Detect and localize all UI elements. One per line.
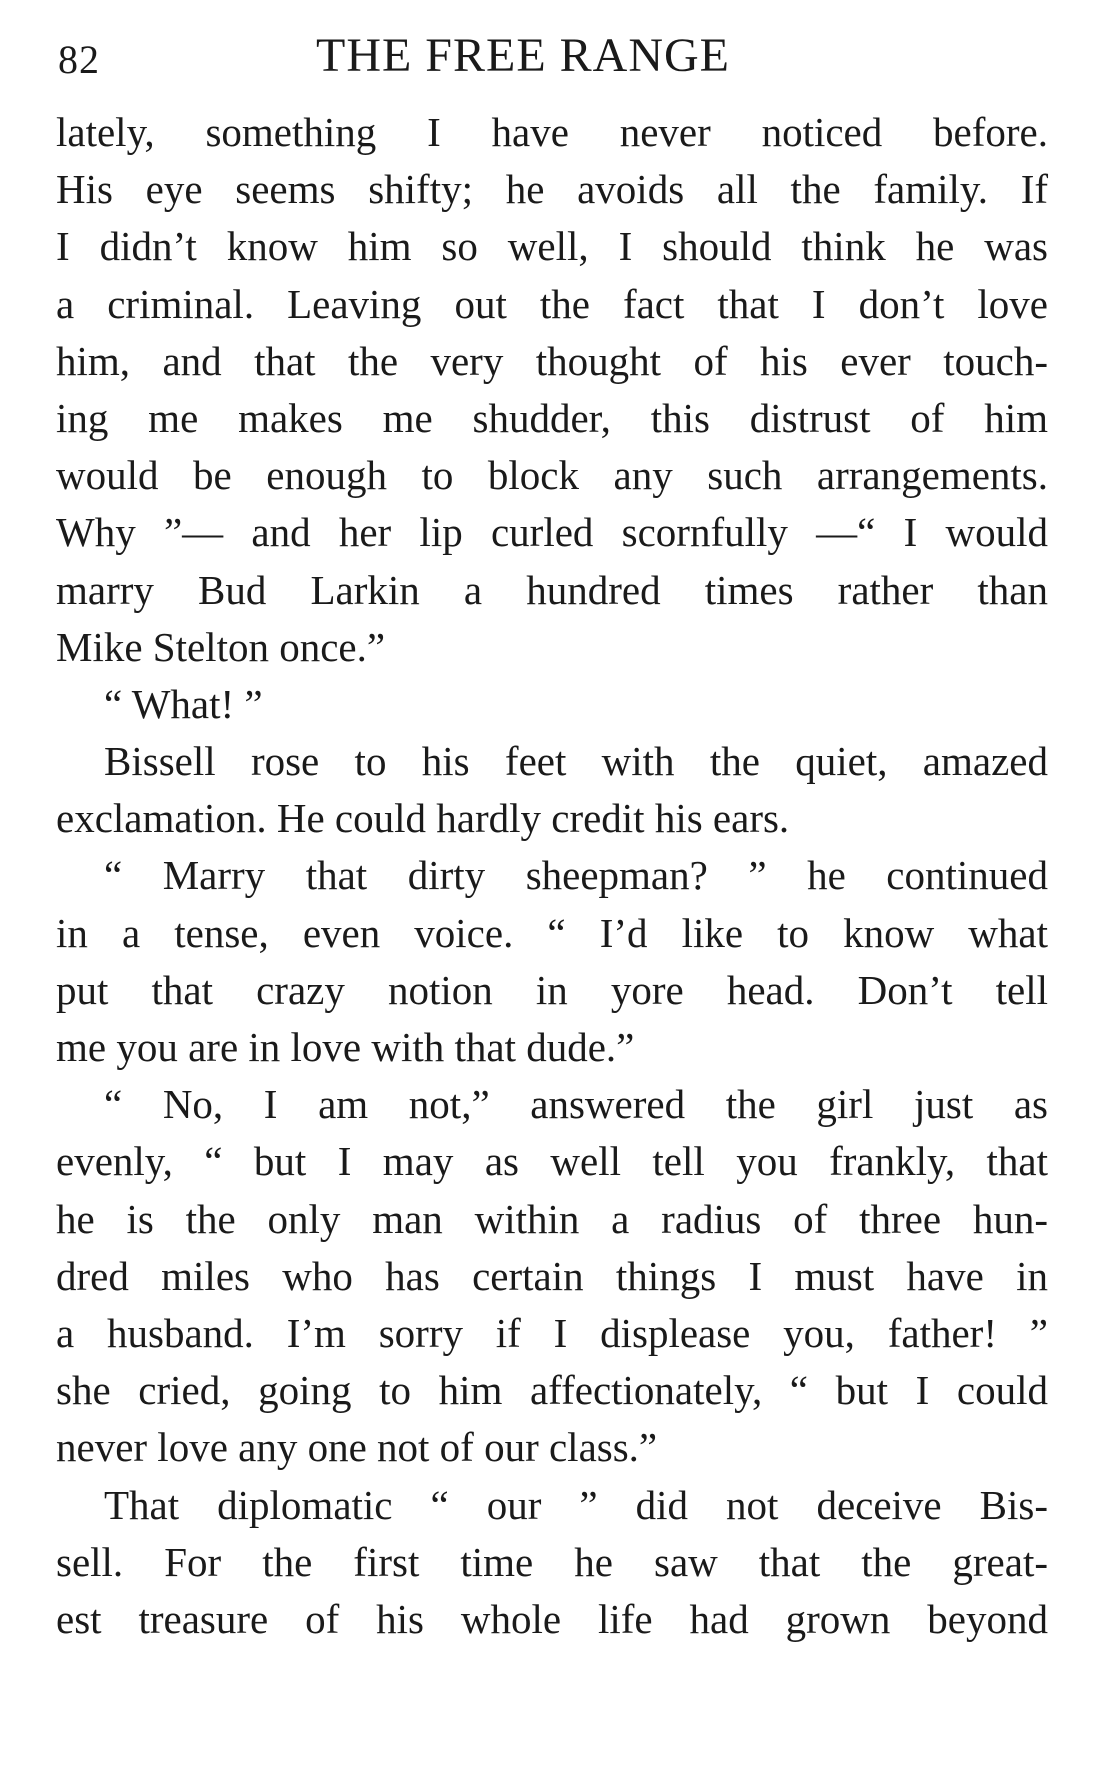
text-line: exclamation. He could hardly credit his ears. (56, 795, 790, 842)
text-line: he is the only man within a radius of three hun- (56, 1195, 1048, 1242)
text-line: in a tense, even voice. “ I’d like to know what (56, 909, 1048, 956)
text-line: Bissell rose to his feet with the quiet, amazed (104, 738, 1048, 785)
text-line: marry Bud Larkin a hundred times rather than (56, 566, 1048, 613)
text-line: “ What! ” (104, 680, 263, 727)
text-line: “ Marry that dirty sheepman? ” he continued (104, 852, 1048, 899)
text-line: never love any one not of our class.” (56, 1424, 658, 1471)
text-line: His eye seems shifty; he avoids all the family. If (56, 166, 1048, 213)
text-line: would be enough to block any such arrangements. (56, 452, 1048, 499)
text-line: “ No, I am not,” answered the girl just as (104, 1081, 1048, 1128)
text-line: I didn’t know him so well, I should think he was (56, 223, 1048, 270)
body-text (56, 104, 1048, 1648)
text-line: put that crazy notion in yore head. Don’t tell (56, 966, 1048, 1013)
text-line: That diplomatic “ our ” did not deceive Bis- (104, 1481, 1048, 1528)
text-line: ing me makes me shudder, this distrust of him (56, 394, 1048, 441)
text-line: dred miles who has certain things I must have in (56, 1252, 1048, 1299)
page-number: 82 (58, 37, 100, 82)
text-line: Why ”— and her lip curled scornfully —“ I would (56, 509, 1048, 556)
text-line: she cried, going to him affectionately, “ but I could (56, 1367, 1048, 1414)
text-line: sell. For the first time he saw that the great- (56, 1538, 1048, 1585)
text-line: est treasure of his whole life had grown beyond (56, 1595, 1048, 1642)
text-line: evenly, “ but I may as well tell you frankly, that (56, 1138, 1048, 1185)
text-line: lately, something I have never noticed before. (56, 109, 1048, 155)
text-line: me you are in love with that dude.” (56, 1024, 635, 1070)
text-line: Mike Stelton once.” (56, 623, 386, 670)
text-line: a criminal. Leaving out the fact that I don’t love (56, 280, 1048, 327)
text-line: him, and that the very thought of his ever touch- (56, 337, 1048, 384)
running-head-title: THE FREE RANGE (316, 29, 730, 82)
text-line: a husband. I’m sorry if I displease you, father! ” (56, 1309, 1048, 1356)
page-header (58, 28, 1048, 88)
